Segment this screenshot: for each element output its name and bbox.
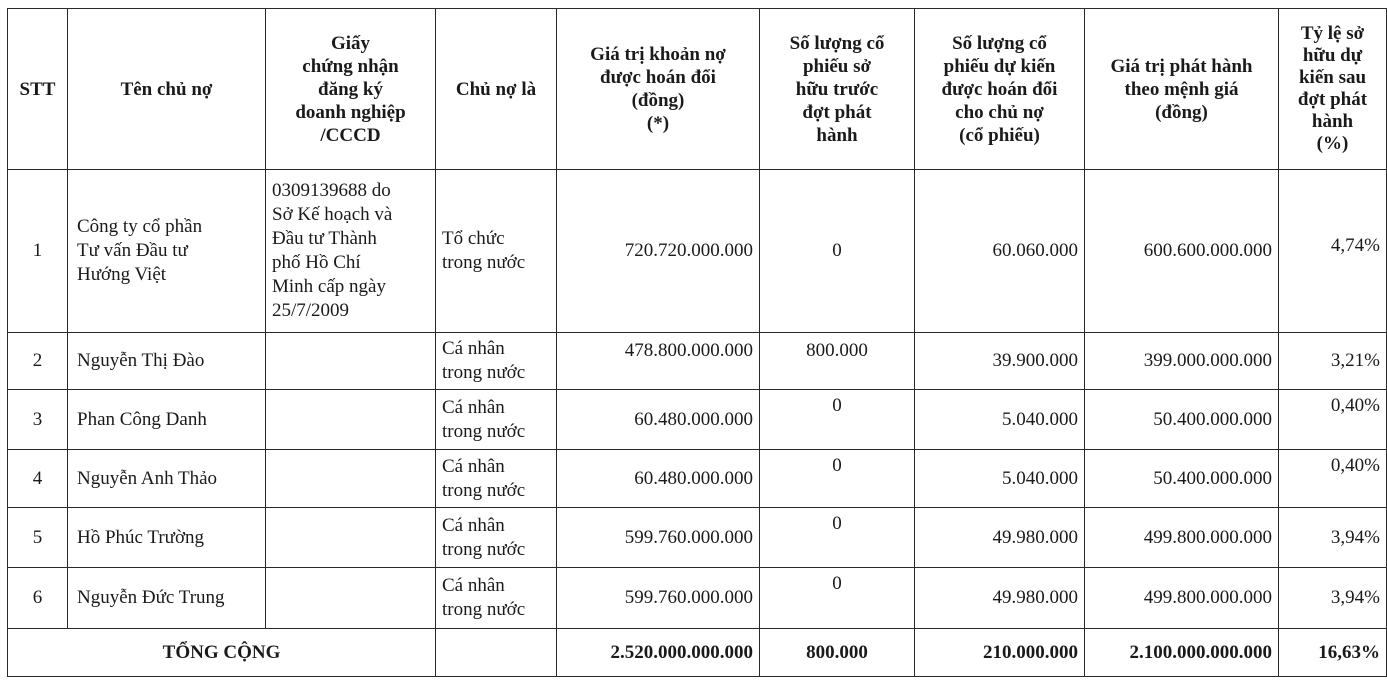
cell-chu-no-la [436,568,557,629]
header-row [8,9,1387,170]
cell-gia-tri-phat-hanh: 399.000.000.000 [1085,333,1279,390]
cell-line: trong nước [442,420,526,442]
cell-giay-chung-nhan [266,170,436,333]
cell-so-luong-truoc: 0 [760,508,915,568]
cell-line: Cá nhân [442,455,505,477]
cell-stt: 6 [8,568,68,629]
total-row [8,629,1387,677]
cell-line: 0309139688 do [272,180,391,201]
cell-line: trong nước [442,362,526,383]
header-line: đợt phát [1297,89,1368,110]
cell-so-luong-truoc: 0 [760,170,915,333]
cell-so-luong-truoc: 0 [760,390,915,450]
header-gia-tri-phat-hanh [1085,9,1279,170]
cell-gia-tri-khoan-no: 599.760.000.000 [557,508,760,568]
header-line: Giá trị khoản nợ [590,44,726,65]
cell-giay-chung-nhan [266,390,436,450]
header-line: (đồng) [631,90,685,111]
cell-line: Đầu tư Thành [272,228,377,249]
cell-line: Cá nhân [442,514,505,536]
header-line: đợt phát [802,101,872,123]
cell-so-luong-du-kien: 49.980.000 [915,508,1085,568]
cell-ty-le: 0,40% [1279,450,1387,508]
total-so-luong-du-kien: 210.000.000 [915,629,1085,677]
cell-gia-tri-phat-hanh: 499.800.000.000 [1085,568,1279,629]
header-line: cho chủ nợ [955,101,1044,123]
total-gia-tri-phat-hanh: 2.100.000.000.000 [1085,629,1279,677]
header-ty-le [1279,9,1387,170]
cell-gia-tri-khoan-no: 599.760.000.000 [557,568,760,629]
cell-chu-no-la [436,333,557,390]
cell-gia-tri-khoan-no: 720.720.000.000 [557,170,760,333]
table-row [8,390,1387,450]
creditor-table-container [7,8,1387,677]
header-so-luong-truoc [760,9,915,170]
cell-giay-chung-nhan [266,333,436,390]
header-line: doanh nghiệp [295,101,406,123]
header-line: đăng ký [318,78,383,100]
table-row [8,450,1387,508]
cell-line: Cá nhân [442,338,505,359]
cell-giay-chung-nhan [266,508,436,568]
cell-line: Cá nhân [442,575,505,596]
header-line: hành [816,124,858,146]
header-line: chứng nhận [302,55,399,77]
table-row [8,568,1387,629]
cell-line: Tổ chức [442,228,505,249]
cell-line: trong nước [442,252,526,273]
header-line: phiếu sở [802,55,872,77]
header-line: /CCCD [320,124,381,146]
header-line: (%) [1316,133,1349,154]
table-row [8,170,1387,333]
cell-stt: 2 [8,333,68,390]
table-row [8,508,1387,568]
cell-so-luong-truoc: 0 [760,450,915,508]
cell-line: trong nước [442,538,526,560]
cell-line: Hướng Việt [77,264,167,285]
cell-giay-chung-nhan [266,450,436,508]
cell-gia-tri-khoan-no: 478.800.000.000 [557,333,760,390]
header-giay-chung-nhan [266,9,436,170]
cell-gia-tri-phat-hanh: 50.400.000.000 [1085,390,1279,450]
header-line: (đồng) [1155,101,1208,123]
cell-ten-chu-no [68,170,266,333]
cell-ten-chu-no: Phan Công Danh [68,390,266,450]
header-gia-tri-khoan-no [557,9,760,170]
cell-line: Cá nhân [442,396,505,418]
header-line: phiếu dự kiến [943,55,1056,77]
cell-giay-chung-nhan [266,568,436,629]
total-ty-le: 16,63% [1279,629,1387,677]
cell-stt: 3 [8,390,68,450]
cell-stt: 5 [8,508,68,568]
cell-chu-no-la [436,450,557,508]
total-chu-no-la [436,629,557,677]
cell-line: Tư vấn Đầu tư [77,240,188,261]
header-line: hữu trước [795,78,879,100]
cell-line: phố Hồ Chí [272,252,361,273]
header-line: được hoán đổi [941,78,1058,100]
total-so-luong-truoc: 800.000 [760,629,915,677]
cell-chu-no-la [436,508,557,568]
header-line: Số lượng cổ [789,32,885,54]
header-line: hành [1311,111,1354,132]
cell-ten-chu-no: Hồ Phúc Trường [68,508,266,568]
cell-line: trong nước [442,479,526,501]
cell-ty-le: 4,74% [1279,170,1387,333]
header-line: Giá trị phát hành [1110,55,1253,77]
header-so-luong-du-kien [915,9,1085,170]
header-line: hữu dự [1302,45,1363,66]
cell-so-luong-du-kien: 60.060.000 [915,170,1085,333]
cell-line: trong nước [442,599,526,620]
cell-line: Công ty cổ phần [77,216,203,237]
cell-so-luong-truoc: 800.000 [760,333,915,390]
cell-gia-tri-phat-hanh: 50.400.000.000 [1085,450,1279,508]
header-ten-chu-no: Tên chủ nợ [68,9,266,170]
cell-gia-tri-khoan-no: 60.480.000.000 [557,390,760,450]
cell-ty-le: 3,94% [1279,508,1387,568]
cell-so-luong-du-kien: 39.900.000 [915,333,1085,390]
creditor-table [7,8,1387,677]
header-line: Số lượng cổ [952,32,1047,54]
cell-so-luong-du-kien: 5.040.000 [915,390,1085,450]
cell-ten-chu-no: Nguyễn Đức Trung [68,568,266,629]
cell-ty-le: 3,94% [1279,568,1387,629]
cell-chu-no-la [436,170,557,333]
cell-stt: 4 [8,450,68,508]
cell-so-luong-truoc: 0 [760,568,915,629]
cell-gia-tri-khoan-no: 60.480.000.000 [557,450,760,508]
header-chu-no-la: Chủ nợ là [436,9,557,170]
cell-ten-chu-no: Nguyễn Anh Thảo [68,450,266,508]
header-stt: STT [8,9,68,170]
table-row [8,333,1387,390]
cell-line: Minh cấp ngày [272,276,386,297]
header-line: Tỷ lệ sở [1300,23,1365,44]
cell-so-luong-du-kien: 5.040.000 [915,450,1085,508]
header-line: (*) [646,113,670,134]
header-line: theo mệnh giá [1124,78,1239,100]
cell-line: 25/7/2009 [272,300,350,321]
total-label: TỔNG CỘNG [8,629,436,677]
cell-line: Sở Kế hoạch và [272,204,393,225]
cell-ty-le: 3,21% [1279,333,1387,390]
header-line: kiến sau [1298,67,1367,88]
cell-gia-tri-phat-hanh: 499.800.000.000 [1085,508,1279,568]
cell-ten-chu-no: Nguyễn Thị Đào [68,333,266,390]
cell-ty-le: 0,40% [1279,390,1387,450]
header-line: (cổ phiếu) [959,124,1040,146]
cell-so-luong-du-kien: 49.980.000 [915,568,1085,629]
cell-gia-tri-phat-hanh: 600.600.000.000 [1085,170,1279,333]
header-line: Giấy [330,32,371,54]
total-gia-tri-khoan-no: 2.520.000.000.000 [557,629,760,677]
header-line: được hoán đổi [600,67,716,88]
cell-stt: 1 [8,170,68,333]
cell-chu-no-la [436,390,557,450]
